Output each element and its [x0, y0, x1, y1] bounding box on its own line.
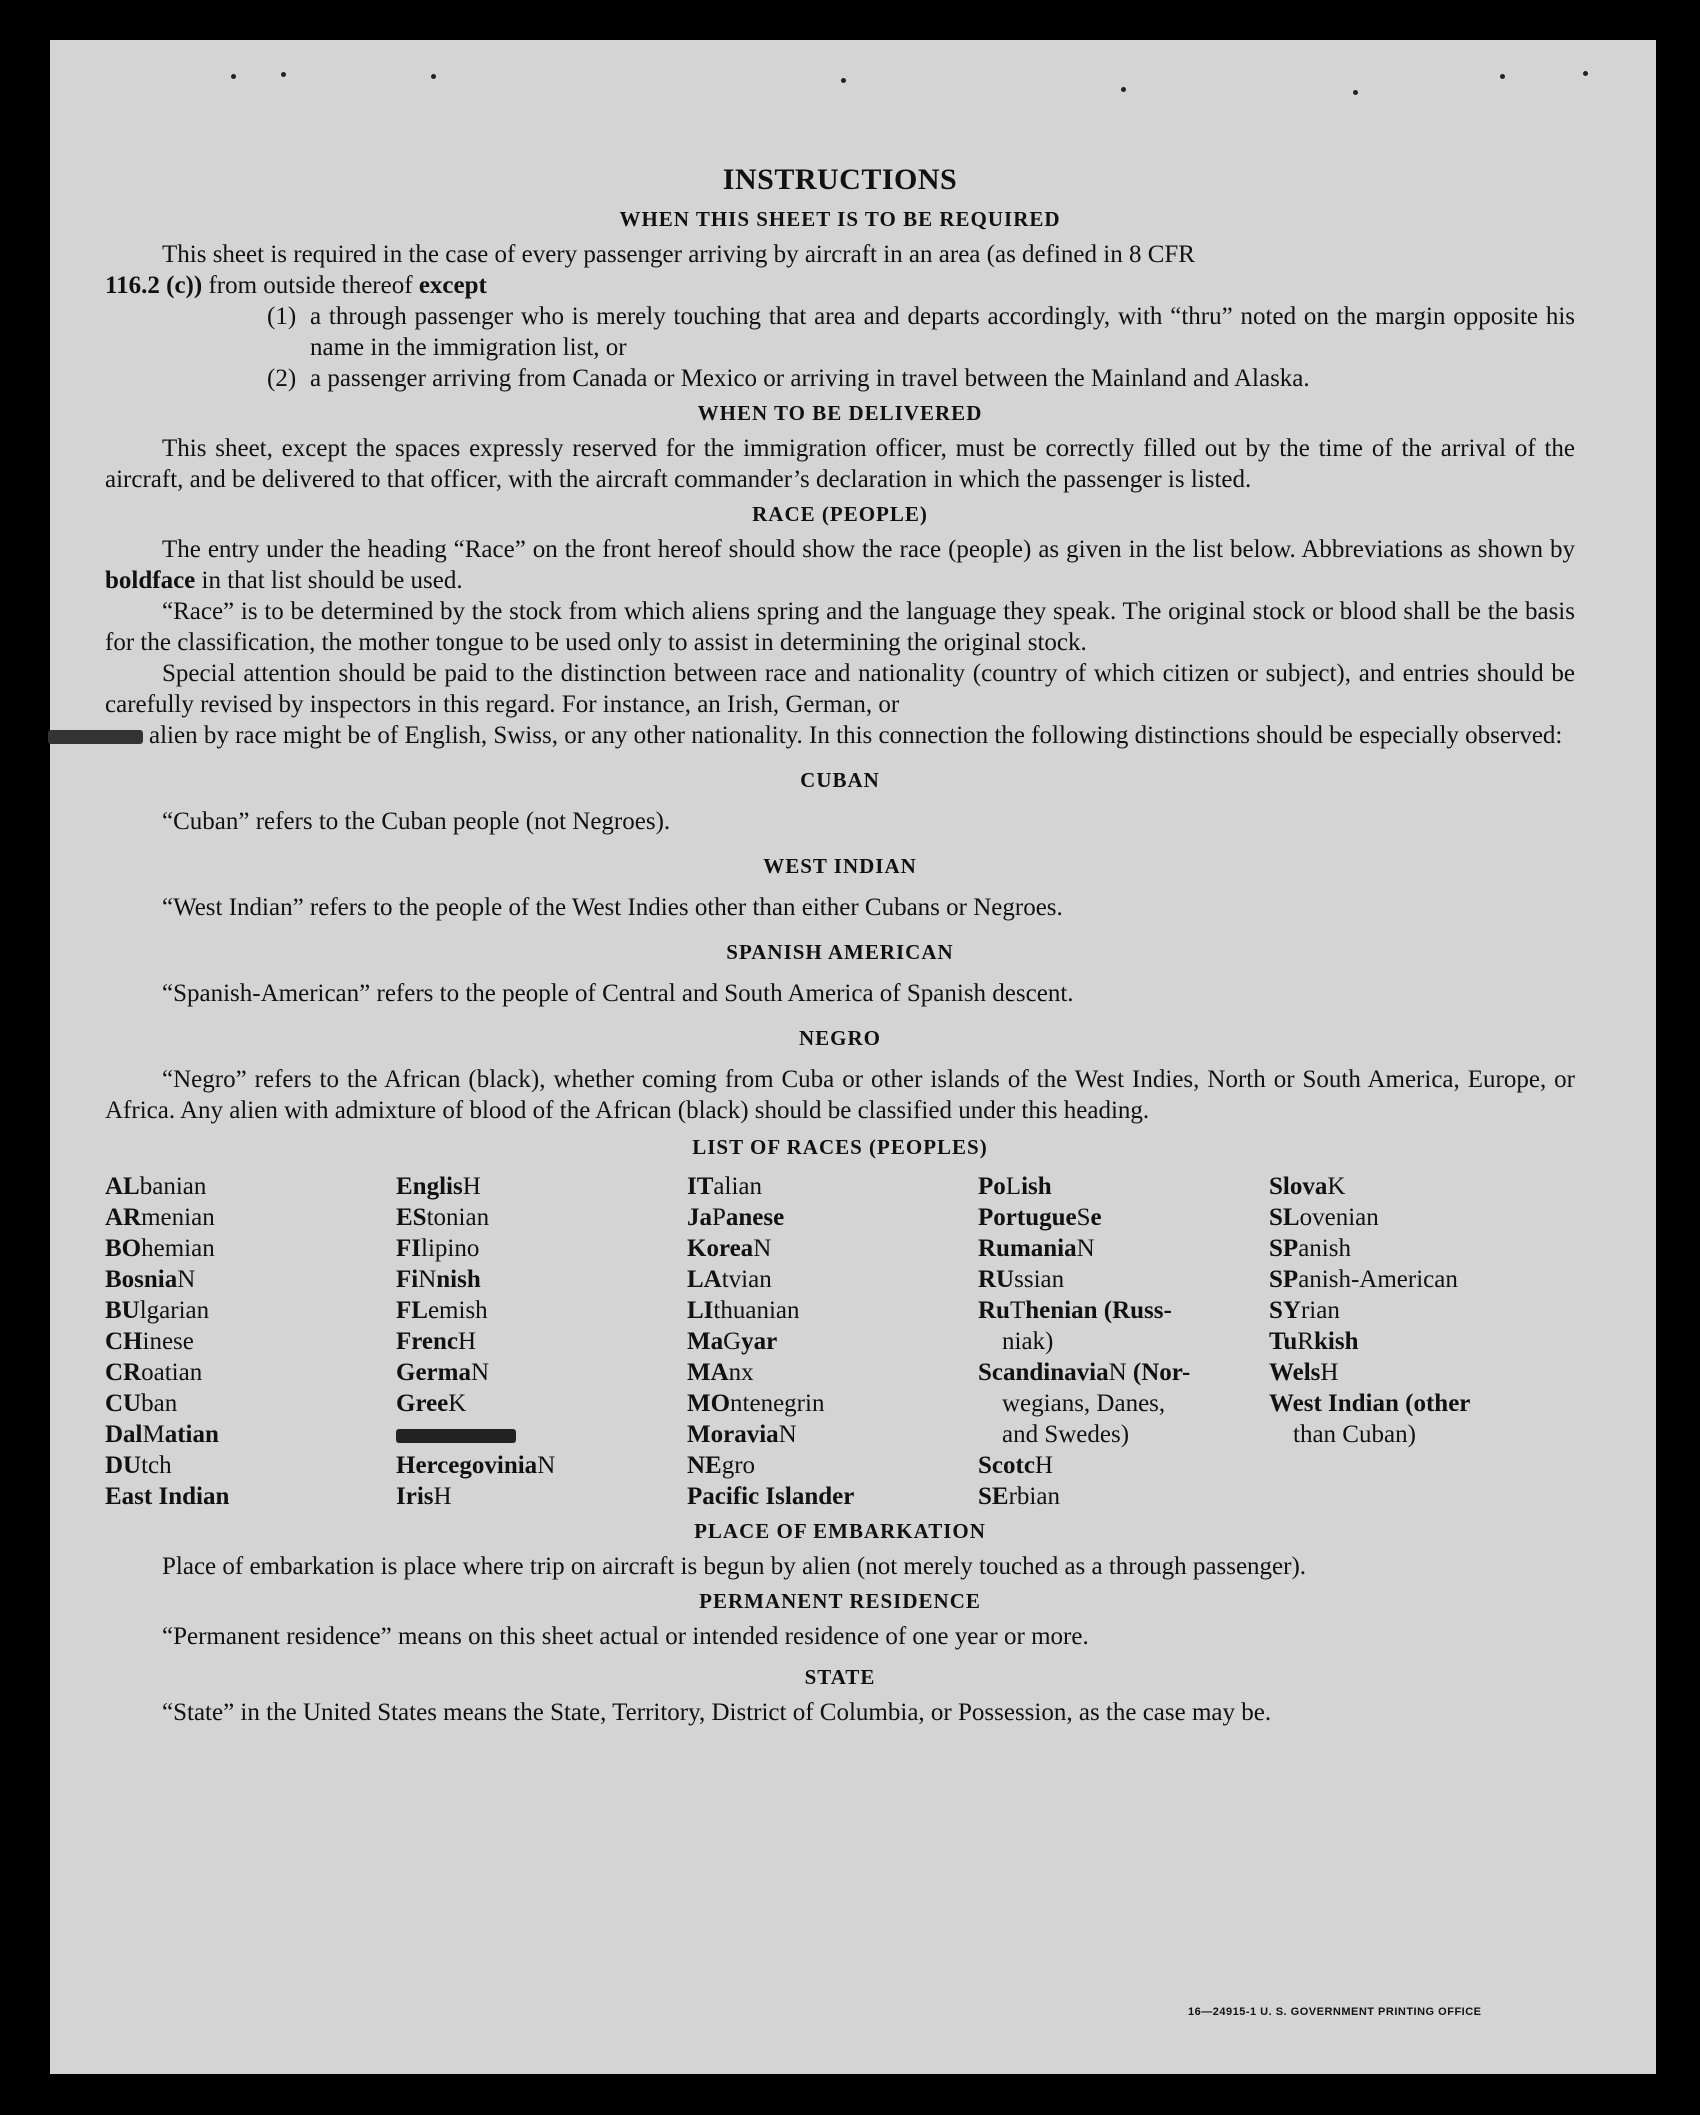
race-item: FrencH: [396, 1328, 477, 1355]
races-column: [105, 1171, 396, 1512]
document-sheet: [50, 40, 1656, 2074]
section-heading: PLACE OF EMBARKATION: [694, 1519, 986, 1543]
races-column: [396, 1171, 687, 1512]
race-item: PoLish: [978, 1173, 1052, 1200]
races-column: [978, 1171, 1269, 1512]
race-item: SPanish-American: [1269, 1266, 1458, 1293]
races-column: [687, 1171, 978, 1512]
race-item: FLemish: [396, 1297, 488, 1324]
race-item: PortugueSe: [978, 1204, 1102, 1231]
list-item: (2) a passenger arriving from Canada or Mexico or arriving in travel between the Mainland and Alaska.: [267, 365, 1310, 392]
paragraph: This sheet is required in the case of every passenger arriving by aircraft in an area (as defined in 8 CFR 116.2 (c)) from outside thereof except: [105, 241, 1195, 299]
race-item: SlovaK: [1269, 1173, 1346, 1200]
race-item: RuThenian (Russ-: [978, 1297, 1172, 1324]
race-item: ScotcH: [978, 1452, 1053, 1479]
section-heading: WEST INDIAN: [763, 854, 917, 878]
speck: [281, 72, 286, 77]
paragraph: “Cuban” refers to the Cuban people (not Negroes).: [162, 808, 671, 835]
race-item: DalMatian: [105, 1421, 219, 1448]
race-item: EnglisH: [396, 1173, 481, 1200]
race-item: ScandinaviaN (Nor-: [978, 1359, 1191, 1386]
list-item: (1) a through passenger who is merely touching that area and departs accordingly, with “thru” noted on the margin opposite his name in the immigration list, or: [267, 303, 1575, 361]
race-item: HercegoviniaN: [396, 1452, 556, 1479]
race-item: CRoatian: [105, 1359, 203, 1386]
speck: [1583, 71, 1588, 76]
race-item: EStonian: [396, 1204, 490, 1231]
section-heading: WHEN THIS SHEET IS TO BE REQUIRED: [619, 207, 1061, 231]
race-item: Pacific Islander: [687, 1483, 855, 1510]
section-heading: PERMANENT RESIDENCE: [699, 1589, 981, 1613]
race-item: SPanish: [1269, 1235, 1351, 1262]
section-heading: STATE: [804, 1665, 876, 1689]
race-item: KoreaN: [687, 1235, 772, 1262]
section-heading: LIST OF RACES (PEOPLES): [692, 1135, 988, 1159]
redacted-entry: [396, 1429, 516, 1443]
race-item: IrisH: [396, 1483, 452, 1510]
race-item: FIlipino: [396, 1235, 480, 1262]
paragraph: “West Indian” refers to the people of the West Indies other than either Cubans or Negroes.: [162, 894, 1063, 921]
section-heading: NEGRO: [798, 1026, 881, 1050]
paragraph: “Race” is to be determined by the stock from which aliens spring and the language they speak. The original stock or blood shall be the basis for the classification, the mother tongue to be used only to assist in determining the original stock.: [105, 598, 1575, 656]
paragraph: This sheet, except the spaces expressly reserved for the immigration officer, must be correctly filled out by the time of the arrival of the aircraft, and be delivered to that officer, with the aircraft commander’s declaration in which the passenger is listed.: [105, 435, 1575, 493]
race-item: BOhemian: [105, 1235, 215, 1262]
race-item: East Indian: [105, 1483, 230, 1510]
instructions-content: [105, 160, 1575, 1728]
paragraph: The entry under the heading “Race” on the front hereof should show the race (people) as given in the list below. Abbreviations as shown by boldface in that list should be used.: [105, 536, 1575, 594]
race-item: CHinese: [105, 1328, 194, 1355]
paragraph: “State” in the United States means the State, Territory, District of Columbia, or Possession, as the case may be.: [162, 1699, 1272, 1726]
race-item: MAnx: [687, 1359, 754, 1386]
speck: [1121, 87, 1126, 92]
race-item: RumaniaN: [978, 1235, 1095, 1262]
race-item: BUlgarian: [105, 1297, 210, 1324]
speck: [431, 74, 436, 79]
paragraph: “Negro” refers to the African (black), whether coming from Cuba or other islands of the West Indies, North or South America, Europe, or Africa. Any alien with admixture of blood of the African (black) should be classified under this heading.: [105, 1066, 1575, 1124]
page-title: INSTRUCTIONS: [722, 163, 958, 196]
race-item: RUssian: [978, 1266, 1065, 1293]
race-item: [396, 1419, 687, 1450]
race-item: West Indian (other: [1269, 1390, 1471, 1417]
race-item: wegians, Danes,: [1002, 1390, 1166, 1417]
speck: [231, 74, 236, 79]
race-item: and Swedes): [1002, 1421, 1130, 1448]
race-item: ARmenian: [105, 1204, 215, 1231]
race-item: LAtvian: [687, 1266, 772, 1293]
race-item: WelsH: [1269, 1359, 1339, 1386]
speck: [1353, 90, 1358, 95]
race-item: than Cuban): [1293, 1421, 1416, 1448]
race-item: MOntenegrin: [687, 1390, 825, 1417]
race-item: ITalian: [687, 1173, 762, 1200]
race-item: TuRkish: [1269, 1328, 1359, 1355]
section-heading: SPANISH AMERICAN: [726, 940, 954, 964]
paragraph: Place of embarkation is place where trip on aircraft is begun by alien (not merely touched as a through passenger).: [162, 1553, 1307, 1580]
print-code: 16—24915-1 U. S. GOVERNMENT PRINTING OFFICE: [1188, 2006, 1482, 2018]
races-list: [105, 1171, 1575, 1512]
race-item: SErbian: [978, 1483, 1060, 1510]
race-item: SLovenian: [1269, 1204, 1379, 1231]
section-heading: CUBAN: [800, 768, 880, 792]
race-item: LIthuanian: [687, 1297, 800, 1324]
speck: [1500, 74, 1505, 79]
paragraph: Special attention should be paid to the distinction between race and nationality (country of which citizen or subject), and entries should be carefully revised by inspectors in this regard. For instance, an Irish, German, or alien by race might be of English, Swiss, or any other nationality. In this connection the following distinctions should be especially observed:: [105, 658, 1575, 751]
paragraph: “Permanent residence” means on this sheet actual or intended residence of one year or more.: [162, 1623, 1089, 1650]
race-item: SYrian: [1269, 1297, 1340, 1324]
races-column: [1269, 1171, 1560, 1512]
race-item: CUban: [105, 1390, 178, 1417]
race-item: GermaN: [396, 1359, 490, 1386]
race-item: MoraviaN: [687, 1421, 797, 1448]
race-item: JaPanese: [687, 1204, 785, 1231]
speck: [841, 78, 846, 83]
race-item: MaGyar: [687, 1328, 778, 1355]
race-item: FiNnish: [396, 1266, 481, 1293]
race-item: DUtch: [105, 1452, 172, 1479]
section-heading: WHEN TO BE DELIVERED: [697, 401, 983, 425]
race-item: GreeK: [396, 1390, 467, 1417]
section-heading: RACE (PEOPLE): [752, 502, 928, 526]
redacted-word: [48, 722, 149, 749]
race-item: BosniaN: [105, 1266, 196, 1293]
race-item: ALbanian: [105, 1173, 207, 1200]
race-item: niak): [1002, 1328, 1054, 1355]
race-item: NEgro: [687, 1452, 756, 1479]
paragraph: “Spanish-American” refers to the people of Central and South America of Spanish descent.: [162, 980, 1074, 1007]
